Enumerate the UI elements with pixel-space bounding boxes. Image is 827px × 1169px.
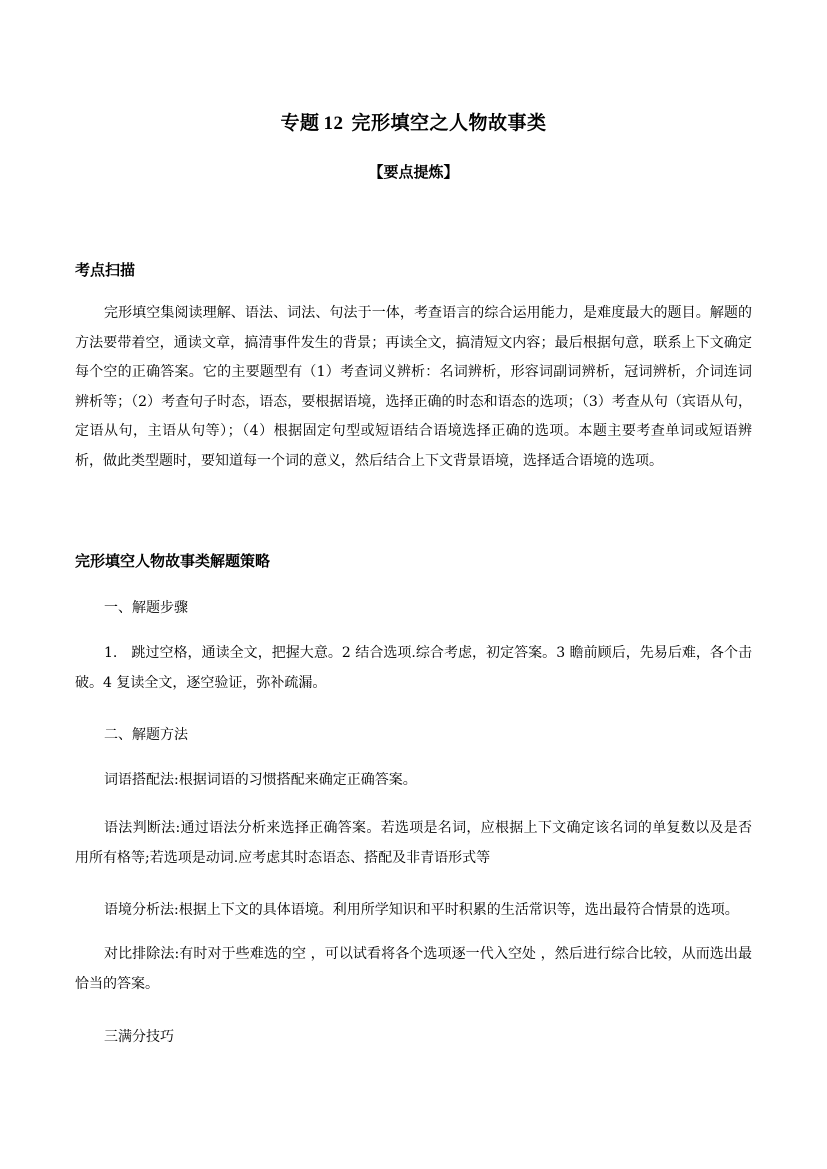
step-heading: 一、解题步骤 (104, 600, 188, 616)
section-heading-exam-points: 考点扫描 (75, 261, 136, 279)
tips-heading: 三满分技巧 (104, 1029, 174, 1045)
method-collocation: 词语搭配法:根据词语的习惯搭配来确定正确答案。 (104, 772, 417, 788)
section-heading-strategy: 完形填空人物故事类解题策略 (75, 552, 271, 570)
title-main: 完形填空之人物故事类 (351, 112, 547, 134)
method-elimination: 对比排除法:有时对于些难选的空 ，可以试看将各个选项逐一代入空处 ，然后进行综合比较，从而选出最恰当的答案。 (75, 946, 752, 992)
page-subtitle: 【要点提炼】 (368, 163, 459, 181)
method-heading: 二、解题方法 (104, 727, 188, 743)
step-paragraph: 1. 跳过空格，通读全文，把握大意。2 结合选项.综合考虑，初定答案。3 瞻前顾后，先易后难，各个击破。4 复读全文，逐空验证，弥补疏漏。 (75, 645, 752, 691)
exam-points-paragraph: 完形填空集阅读理解、语法、词法、句法于一体，考查语言的综合运用能力，是难度最大的题目。解题的方法要带着空，通读文章，搞清事件发生的背景；再读全文，搞清短文内容；最后根据句意，联系上下文确定每个空的正确答案。它的主要题型有（1）考查词义辨析：名词辨析，形容词副词辨析，冠词辨析，介词连词辨析等；（2）考查句子时态，语态，要根据语境，选择正确的时态和语态的选项；（3）考查从句（宾语从句，定语从句，主语从句等）；（4）根据固定句型或短语结合语境选择正确的选项。本题主要考查单词或短语辨析，做此类型题时，要知道每一个词的意义，然后结合上下文背景语境，选择适合语境的选项。 (75, 305, 752, 469)
title-number: 12 (323, 113, 344, 134)
title-prefix: 专题 (280, 112, 320, 134)
page-title (0, 108, 827, 135)
method-grammar: 语法判断法:通过语法分析来选择正确答案。若选项是名词，应根据上下文确定该名词的单复数以及是否用所有格等;若选项是动词.应考虑其时态语态、搭配及非青语形式等 (75, 820, 752, 866)
method-context: 语境分析法:根据上下文的具体语境。利用所学知识和平时积累的生活常识等，选出最符合情景的选项。 (104, 902, 739, 918)
